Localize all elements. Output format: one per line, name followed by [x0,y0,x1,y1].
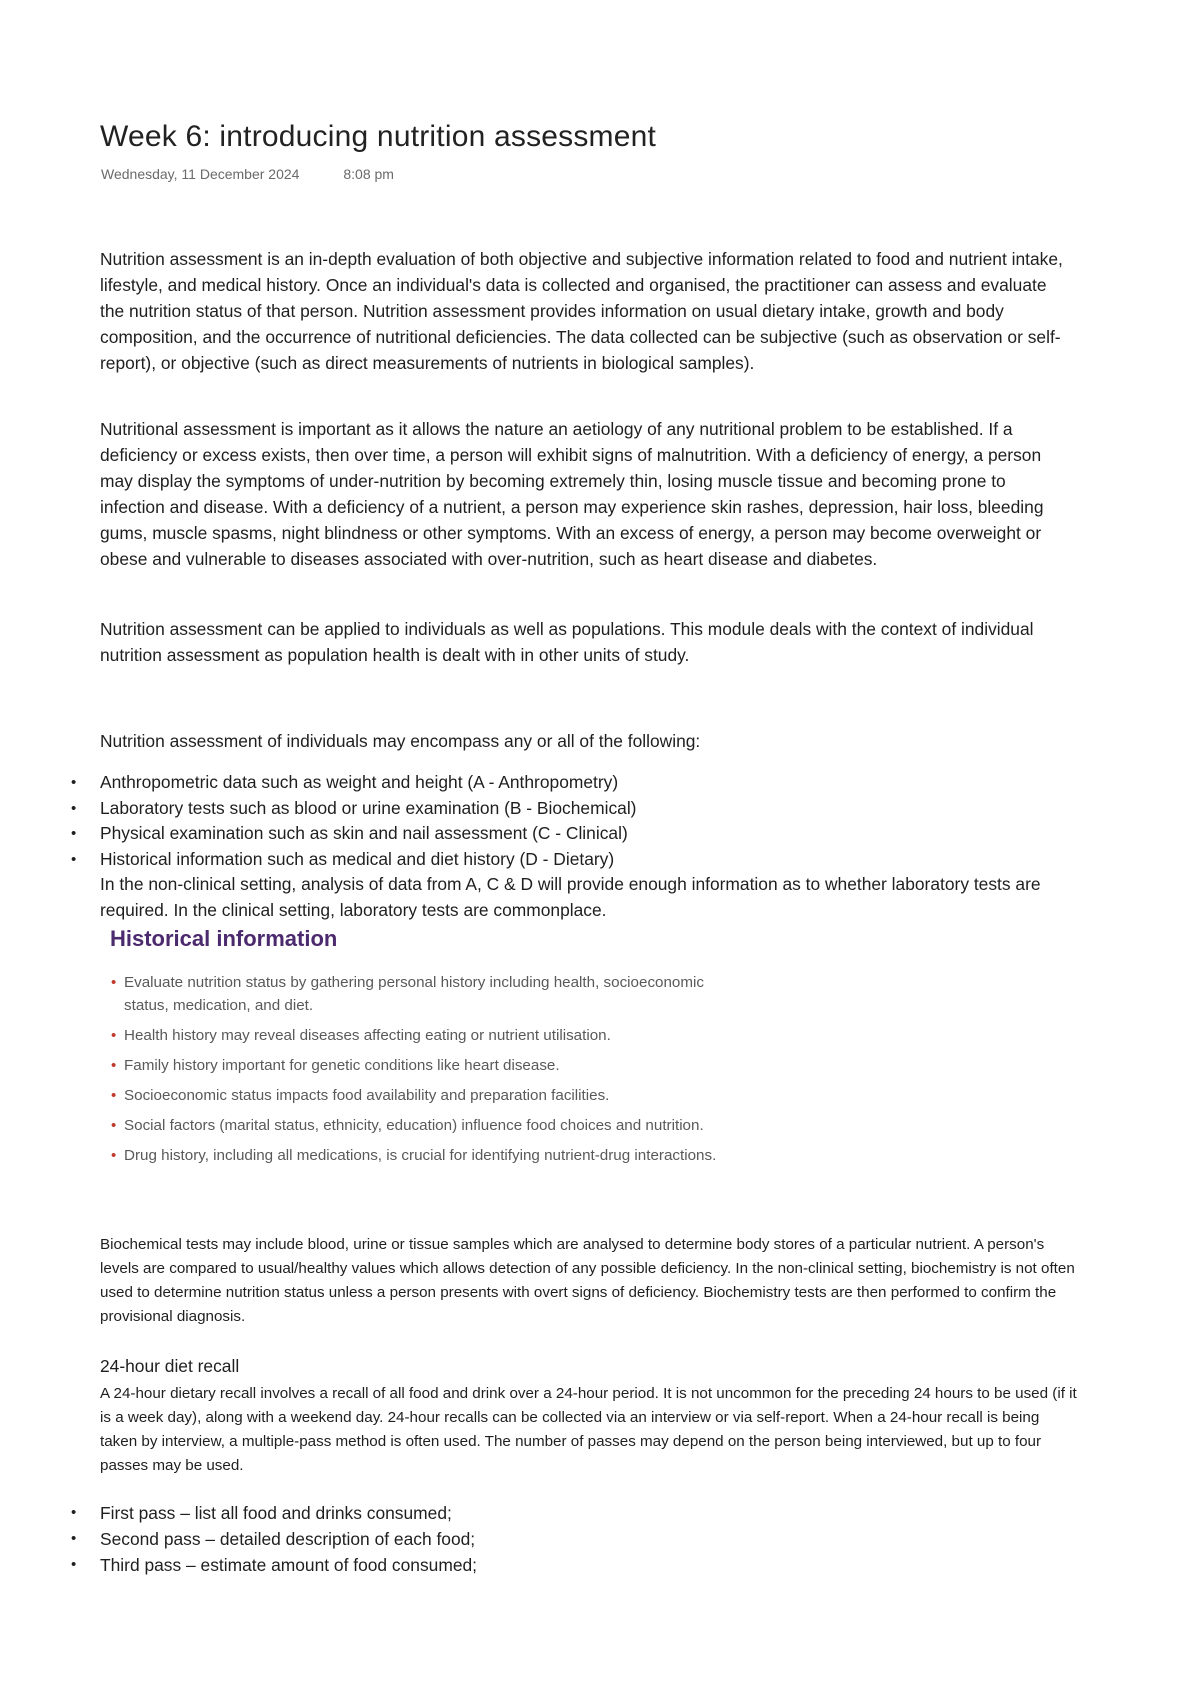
section-heading-diet-recall: 24-hour diet recall [100,1356,240,1376]
paragraph-scope: Nutrition assessment can be applied to individuals as well as populations. This module deals with the context of individual nutrition assessment as population health is dealt with in other units of study. [100,619,1034,665]
list-item: • Second pass – detailed description of each food; [100,1526,1080,1552]
paragraph-importance: Nutritional assessment is important as it allows the nature an aetiology of any nutritional problem to be established. If a deficiency or excess exists, then over time, a person will exhibit signs of malnutrition. With a deficiency of energy, a person may display the symptoms of under-nutrition by becoming extremely thin, losing muscle tissue and becoming prone to infection and disease. With a deficiency of a nutrient, a person may experience skin rashes, depression, hair loss, bleeding gums, muscle spasms, night blindness or other symptoms. With an excess of energy, a person may become overweight or obese and vulnerable to diseases associated with over-nutrition, such as heart disease and diabetes. [100,419,1044,569]
slide-list-item: • Health history may reveal diseases affecting eating or nutrient utilisation. [124,1024,734,1047]
slide-bullet-list [124,971,734,1174]
slide-list-item: • Social factors (marital status, ethnicity, education) influence food choices and nutrition. [124,1114,734,1137]
slide-list-item: • Evaluate nutrition status by gathering personal history including health, socioeconomic status, medication, and diet. [124,971,734,1017]
list-item: • Physical examination such as skin and nail assessment (C - Clinical) [100,821,1080,847]
paragraph-biochemical: Biochemical tests may include blood, urine or tissue samples which are analysed to determine body stores of a particular nutrient. A person's levels are compared to usual/healthy values which allows detection of any possible deficiency. In the non-clinical setting, biochemistry is not often used to determine nutrition status unless a person presents with overt signs of deficiency. Biochemistry tests are then performed to confirm the provisional diagnosis. [100,1236,1075,1325]
slide-list-item: • Drug history, including all medications, is crucial for identifying nutrient-drug interactions. [124,1144,734,1167]
paragraph-list-intro: Nutrition assessment of individuals may encompass any or all of the following: [100,731,701,751]
page-cutoff [0,1586,1200,1698]
slide-list-item: • Socioeconomic status impacts food availability and preparation facilities. [124,1084,734,1107]
paragraph-definition: Nutrition assessment is an in-depth evaluation of both objective and subjective information related to food and nutrient intake, lifestyle, and medical history. Once an individual's data is collected and organised, the practitioner can assess and evaluate the nutrition status of that person. Nutrition assessment provides information on usual dietary intake, growth and body composition, and the occurrence of nutritional deficiencies. The data collected can be subjective (such as observation or self-report), or objective (such as direct measurements of nutrients in biological samples). [100,249,1063,373]
page-date: Wednesday, 11 December 2024 [101,166,300,182]
page-timestamp [101,166,394,182]
list-item: • Anthropometric data such as weight and height (A - Anthropometry) [100,770,1080,796]
paragraph-setting: In the non-clinical setting, analysis of data from A, C & D will provide enough information as to whether laboratory tests are required. In the clinical setting, laboratory tests are commonplace. [100,874,1041,920]
list-item: • Laboratory tests such as blood or urine examination (B - Biochemical) [100,796,1080,822]
passes-list [100,1500,1080,1578]
historical-information-slide-image [100,926,740,1226]
list-item: • Historical information such as medical and diet history (D - Dietary) [100,847,1080,873]
list-item: • First pass – list all food and drinks consumed; [100,1500,1080,1526]
page-time: 8:08 pm [343,166,394,182]
slide-title: Historical information [110,926,338,951]
assessment-list [100,770,1080,872]
page-title: Week 6: introducing nutrition assessment [100,120,657,153]
paragraph-diet-recall: A 24-hour dietary recall involves a recall of all food and drink over a 24-hour period. It is not uncommon for the preceding 24 hours to be used (if it is a week day), along with a weekend day. 24-hour recalls can be collected via an interview or via self-report. When a 24-hour recall is being taken by interview, a multiple-pass method is often used. The number of passes may depend on the person being interviewed, but up to four passes may be used. [100,1385,1077,1474]
list-item: • Third pass – estimate amount of food consumed; [100,1552,1080,1578]
slide-list-item: • Family history important for genetic conditions like heart disease. [124,1054,734,1077]
